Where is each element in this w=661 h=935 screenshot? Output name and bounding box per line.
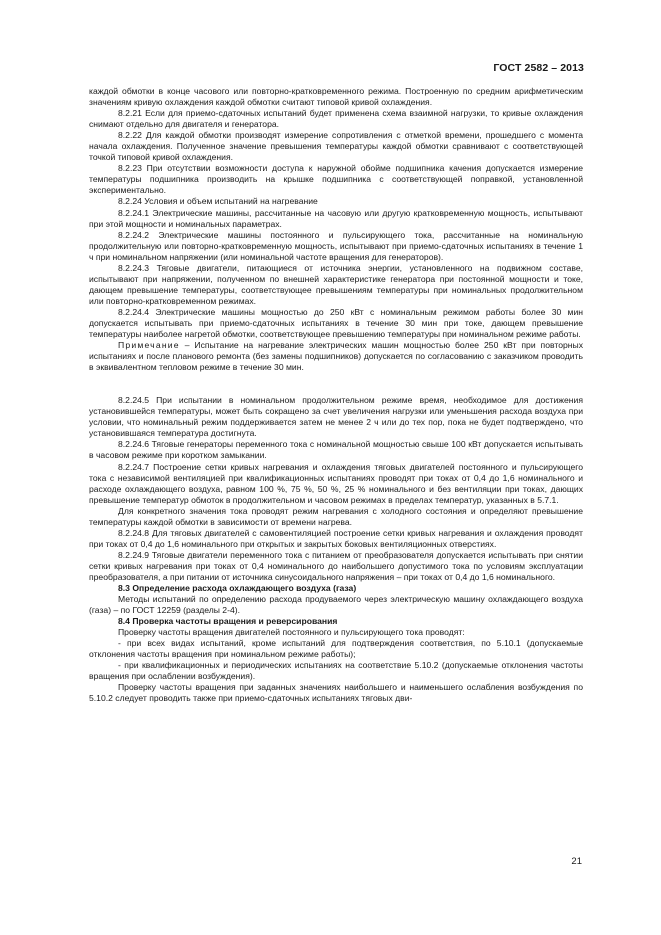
document-body	[89, 86, 583, 705]
paragraph-continuation: каждой обмотки в конце часового или повторно-кратковременного режима. Построенную по средним арифметическим значениям кривую охлаждения каждой обмотки считают типовой кривой охлаждения.	[89, 86, 583, 108]
paragraph-8-2-24-3: 8.2.24.3 Тяговые двигатели, питающиеся от источника энергии, установленного на подвижном составе, испытывают при напряжении, полученном по внешней характеристике генератора при постоянной мощности и токе, дающем превышение температуры, соответствующее превышениям температуры при номинальных продолжительном или повторно-кратковременном режимах.	[89, 262, 583, 306]
note-label: Примечание	[118, 340, 180, 351]
section-heading-8-4: 8.4 Проверка частоты вращения и реверсирования	[118, 616, 338, 627]
paragraph-8-2-24-9: 8.2.24.9 Тяговые двигатели переменного тока с питанием от преобразователя допускается испытывать при снятии сетки кривых нагревания при токах от 0,4 номинального до наибольшего допустимого тока по условиям эксплуатации преобразователя, а при питании от источника синусоидального напряжения – при токах от 0,4 до 1,6 номинального.	[89, 549, 583, 582]
paragraph-8-2-24-4: 8.2.24.4 Электрические машины мощностью до 250 кВт с номинальным режимом работы более 30 мин допускается испытывать при приемо-сдаточных испытаниях в течение 30 мин при токе, дающем превышение температуры наиболее нагретой обмотки, соответствующее превышению температуры при номинальном режиме работы.	[89, 306, 583, 340]
note-text: – Испытание на нагревание электрических машин мощностью более 250 кВт при повторных испытаниях и после планового ремонта (без замены подшипников) допускается по согласованию с заказчиком проводить в эквивалентном тепловом режиме в течение 30 мин.	[89, 340, 583, 373]
paragraph-8-2-24: 8.2.24 Условия и объем испытаний на нагревание	[118, 196, 318, 207]
paragraph-8-2-22: 8.2.22 Для каждой обмотки производят измерение сопротивления с отметкой времени, прошедшего с момента начала охлаждения. Полученное значение превышения температуры каждой обмотки сравнивают с соответствующей точкой типовой кривой охлаждения.	[89, 130, 583, 163]
note-paragraph	[89, 340, 583, 373]
paragraph-current-value: Для конкретного значения тока проводят режим нагревания с холодного состояния и определяют превышение температуры каждой обмотки в зависимости от времени нагрева.	[89, 505, 583, 527]
list-item: - при квалификационных и периодических испытаниях на соответствие 5.10.2 (допускаемые отклонения частоты вращения при ослаблении возбуждения).	[89, 660, 583, 682]
page-number: 21	[571, 856, 582, 867]
section-8-4-paragraph: Проверку частоты вращения при заданных значениях наибольшего и наименьшего ослабления возбуждения по 5.10.2 следует проводить также при приемо-сдаточных испытаниях тяговых дви-	[89, 682, 583, 704]
document-code-header: ГОСТ 2582 – 2013	[493, 62, 584, 74]
spacer	[89, 373, 583, 384]
list-item: - при всех видах испытаний, кроме испытаний для подтверждения соответствия, по 5.10.1 (допускаемые отклонения частоты вращения при номинальном режиме работы);	[89, 638, 583, 660]
paragraph-8-2-21: 8.2.21 Если для приемо-сдаточных испытаний будет применена схема взаимной нагрузки, то кривые охлаждения снимают отдельно для двигателя и генератора.	[89, 108, 583, 130]
paragraph-8-2-24-6: 8.2.24.6 Тяговые генераторы переменного тока с номинальной мощностью свыше 100 кВт допускается испытывать в часовом режиме при коротком замыкании.	[89, 439, 583, 461]
section-heading-8-3: 8.3 Определение расхода охлаждающего воздуха (газа)	[118, 583, 357, 594]
spacer	[89, 384, 583, 395]
section-8-4-intro: Проверку частоты вращения двигателей постоянного и пульсирующего тока проводят:	[118, 627, 465, 638]
paragraph-8-2-24-2: 8.2.24.2 Электрические машины постоянного и пульсирующего тока, рассчитанные на номинальную продолжительную или повторно-кратковременную мощность, испытывают при приемо-сдаточных испытаниях в течение 1 ч при номинальном напряжении (или номинальной частоте вращения для генераторов).	[89, 229, 583, 262]
paragraph-8-2-24-8: 8.2.24.8 Для тяговых двигателей с самовентиляцией построение сетки кривых нагревания и охлаждения проводят при токах от 0,4 до 1,6 номинального при открытых и закрытых боковых вентиляционных отверстиях.	[89, 527, 583, 549]
paragraph-8-2-23: 8.2.23 При отсутствии возможности доступа к наружной обойме подшипника качения допускается измерение температуры подшипника производить на крышке подшипника с соответствующей поправкой, установленной экспериментально.	[89, 163, 583, 196]
paragraph-8-2-24-1: 8.2.24.1 Электрические машины, рассчитанные на часовую или другую кратковременную мощность, испытывают при этой мощности и номинальных параметрах.	[89, 207, 583, 229]
section-8-3-text: Методы испытаний по определению расхода продуваемого через электрическую машину охлаждающего воздуха (газа) – по ГОСТ 12259 (разделы 2-4).	[89, 594, 583, 616]
paragraph-8-2-24-7: 8.2.24.7 Построение сетки кривых нагревания и охлаждения тяговых двигателей постоянного и пульсирующего тока с независимой вентиляцией при квалификационных испытаниях проводят при токах от 0,4 до 1,6 номинального и расходе охлаждающего воздуха, равном 100 %, 75 %, 50 %, 25 % номинального и без вентиляции при токах, дающих превышение температур обмоток в продолжительном и часовом режимах в пределах температур, указанных в 5.7.1.	[89, 461, 583, 505]
paragraph-8-2-24-5: 8.2.24.5 При испытании в номинальном продолжительном режиме время, необходимое для достижения установившейся температуры, может быть сокращено за счет увеличения нагрузки или уменьшения расхода воздуха при условии, что номинальный режим поддерживается затем не менее 2 ч или до тех пор, пока не будет подтверждено, что установившаяся температура достигнута.	[89, 395, 583, 439]
